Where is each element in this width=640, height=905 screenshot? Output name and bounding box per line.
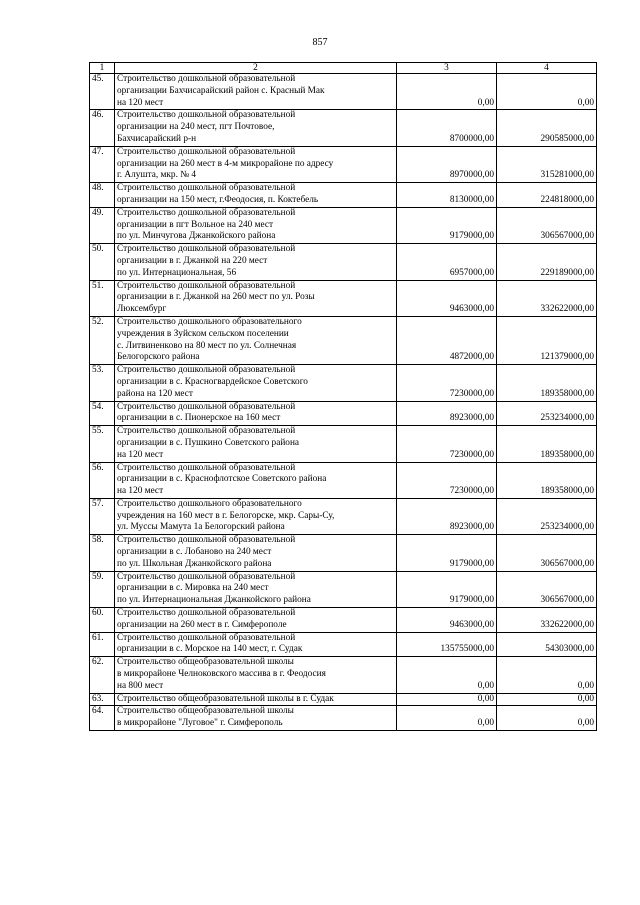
table-row: [90, 657, 597, 693]
table-row: [90, 74, 597, 110]
table-row: [90, 498, 597, 534]
row-number-cell: 55.: [90, 426, 115, 462]
table-header-row: [90, 63, 597, 74]
table-row: [90, 207, 597, 243]
table-row: [90, 608, 597, 633]
row-number-cell: 61.: [90, 632, 115, 657]
column-3-value-cell: 8923000,00: [397, 401, 497, 426]
column-3-value-cell: 0,00: [397, 657, 497, 693]
table-row: [90, 183, 597, 208]
table-row: [90, 110, 597, 146]
row-number-cell: 49.: [90, 207, 115, 243]
column-3-value-cell: 0,00: [397, 74, 497, 110]
table-row: [90, 706, 597, 731]
column-3-value-cell: 8923000,00: [397, 498, 497, 534]
table-row: [90, 280, 597, 316]
column-4-value-cell: 332622000,00: [497, 280, 597, 316]
column-3-value-cell: 9179000,00: [397, 571, 497, 607]
row-number-cell: 52.: [90, 316, 115, 364]
project-name-cell: Строительство дошкольного образовательного учреждения в Зуйском сельском поселении с. Литвиненково на 80 мест по ул. Солнечная Белогорского района: [115, 316, 397, 364]
row-number-cell: 45.: [90, 74, 115, 110]
table-row: [90, 462, 597, 498]
column-3-value-cell: 9463000,00: [397, 608, 497, 633]
project-name-cell: Строительство дошкольной образовательной организации в с. Пушкино Советского района на 120 мест: [115, 426, 397, 462]
column-4-value-cell: 290585000,00: [497, 110, 597, 146]
column-3-value-cell: 8970000,00: [397, 146, 497, 182]
column-4-value-cell: 315281000,00: [497, 146, 597, 182]
column-4-value-cell: 253234000,00: [497, 401, 597, 426]
column-4-value-cell: 121379000,00: [497, 316, 597, 364]
column-4-value-cell: 306567000,00: [497, 207, 597, 243]
project-name-cell: Строительство дошкольной образовательной организации Бахчисарайский район с. Красный Мак на 120 мест: [115, 74, 397, 110]
header-cell-2: 2: [115, 63, 397, 74]
table-row: [90, 426, 597, 462]
table-row: [90, 146, 597, 182]
column-3-value-cell: 0,00: [397, 693, 497, 706]
project-name-cell: Строительство дошкольной образовательной организации в с. Краснофлотское Советского района на 120 мест: [115, 462, 397, 498]
row-number-cell: 54.: [90, 401, 115, 426]
column-4-value-cell: 229189000,00: [497, 244, 597, 280]
column-4-value-cell: 253234000,00: [497, 498, 597, 534]
project-name-cell: Строительство дошкольной образовательной организации на 150 мест, г.Феодосия, п. Коктебель: [115, 183, 397, 208]
column-4-value-cell: 0,00: [497, 74, 597, 110]
table-row: [90, 365, 597, 401]
row-number-cell: 46.: [90, 110, 115, 146]
table-row: [90, 244, 597, 280]
column-4-value-cell: 306567000,00: [497, 535, 597, 571]
column-4-value-cell: 0,00: [497, 693, 597, 706]
header-cell-3: 3: [397, 63, 497, 74]
column-3-value-cell: 6957000,00: [397, 244, 497, 280]
table-row: [90, 535, 597, 571]
column-3-value-cell: 7230000,00: [397, 365, 497, 401]
header-cell-1: 1: [90, 63, 115, 74]
row-number-cell: 51.: [90, 280, 115, 316]
project-name-cell: Строительство дошкольной образовательной организации в пгт Вольное на 240 мест по ул. Минчугова Джанкойского района: [115, 207, 397, 243]
row-number-cell: 60.: [90, 608, 115, 633]
table-row: [90, 401, 597, 426]
project-name-cell: Строительство дошкольной образовательной организации в с. Мировка на 240 мест по ул. Интернациональная Джанкойского района: [115, 571, 397, 607]
row-number-cell: 63.: [90, 693, 115, 706]
column-3-value-cell: 9179000,00: [397, 207, 497, 243]
data-table: [89, 62, 597, 731]
column-3-value-cell: 8130000,00: [397, 183, 497, 208]
column-3-value-cell: 7230000,00: [397, 462, 497, 498]
column-4-value-cell: 332622000,00: [497, 608, 597, 633]
row-number-cell: 58.: [90, 535, 115, 571]
table-row: [90, 632, 597, 657]
header-cell-4: 4: [497, 63, 597, 74]
column-4-value-cell: 189358000,00: [497, 365, 597, 401]
project-name-cell: Строительство дошкольного образовательного учреждения на 160 мест в г. Белогорске, мкр. Сары-Су, ул. Муссы Мамута 1а Белогорский района: [115, 498, 397, 534]
column-4-value-cell: 54303000,00: [497, 632, 597, 657]
project-name-cell: Строительство дошкольной образовательной организации в с. Лобаново на 240 мест по ул. Школьная Джанкойского района: [115, 535, 397, 571]
column-4-value-cell: 306567000,00: [497, 571, 597, 607]
row-number-cell: 59.: [90, 571, 115, 607]
column-4-value-cell: 189358000,00: [497, 462, 597, 498]
row-number-cell: 64.: [90, 706, 115, 731]
row-number-cell: 56.: [90, 462, 115, 498]
project-name-cell: Строительство общеобразовательной школы в микрорайоне Челноковского массива в г. Феодосия на 800 мест: [115, 657, 397, 693]
row-number-cell: 50.: [90, 244, 115, 280]
project-name-cell: Строительство дошкольной образовательной организации в с. Пионерское на 160 мест: [115, 401, 397, 426]
table-row: [90, 693, 597, 706]
project-name-cell: Строительство дошкольной образовательной организации в с. Красногвардейское Советского района на 120 мест: [115, 365, 397, 401]
row-number-cell: 62.: [90, 657, 115, 693]
row-number-cell: 47.: [90, 146, 115, 182]
row-number-cell: 57.: [90, 498, 115, 534]
column-4-value-cell: 189358000,00: [497, 426, 597, 462]
column-4-value-cell: 0,00: [497, 706, 597, 731]
page-number: 857: [312, 37, 328, 48]
row-number-cell: 53.: [90, 365, 115, 401]
column-3-value-cell: 135755000,00: [397, 632, 497, 657]
project-name-cell: Строительство дошкольной образовательной организации на 260 мест в г. Симферополе: [115, 608, 397, 633]
project-name-cell: Строительство дошкольной образовательной организации в с. Морское на 140 мест, г. Судак: [115, 632, 397, 657]
table-row: [90, 316, 597, 364]
project-name-cell: Строительство дошкольной образовательной организации в г. Джанкой на 260 мест по ул. Розы Люксембург: [115, 280, 397, 316]
column-3-value-cell: 9463000,00: [397, 280, 497, 316]
column-3-value-cell: 7230000,00: [397, 426, 497, 462]
table-row: [90, 571, 597, 607]
project-name-cell: Строительство общеобразовательной школы в г. Судак: [115, 693, 397, 706]
project-name-cell: Строительство дошкольной образовательной организации на 260 мест в 4-м микрорайоне по адресу г. Алушта, мкр. № 4: [115, 146, 397, 182]
project-name-cell: Строительство дошкольной образовательной организации на 240 мест, пгт Почтовое, Бахчисарайский р-н: [115, 110, 397, 146]
column-3-value-cell: 9179000,00: [397, 535, 497, 571]
column-4-value-cell: 0,00: [497, 657, 597, 693]
row-number-cell: 48.: [90, 183, 115, 208]
column-3-value-cell: 8700000,00: [397, 110, 497, 146]
column-4-value-cell: 224818000,00: [497, 183, 597, 208]
column-3-value-cell: 4872000,00: [397, 316, 497, 364]
project-name-cell: Строительство общеобразовательной школы в микрорайоне "Луговое" г. Симферополь: [115, 706, 397, 731]
column-3-value-cell: 0,00: [397, 706, 497, 731]
project-name-cell: Строительство дошкольной образовательной организации в г. Джанкой на 220 мест по ул. Интернациональная, 56: [115, 244, 397, 280]
